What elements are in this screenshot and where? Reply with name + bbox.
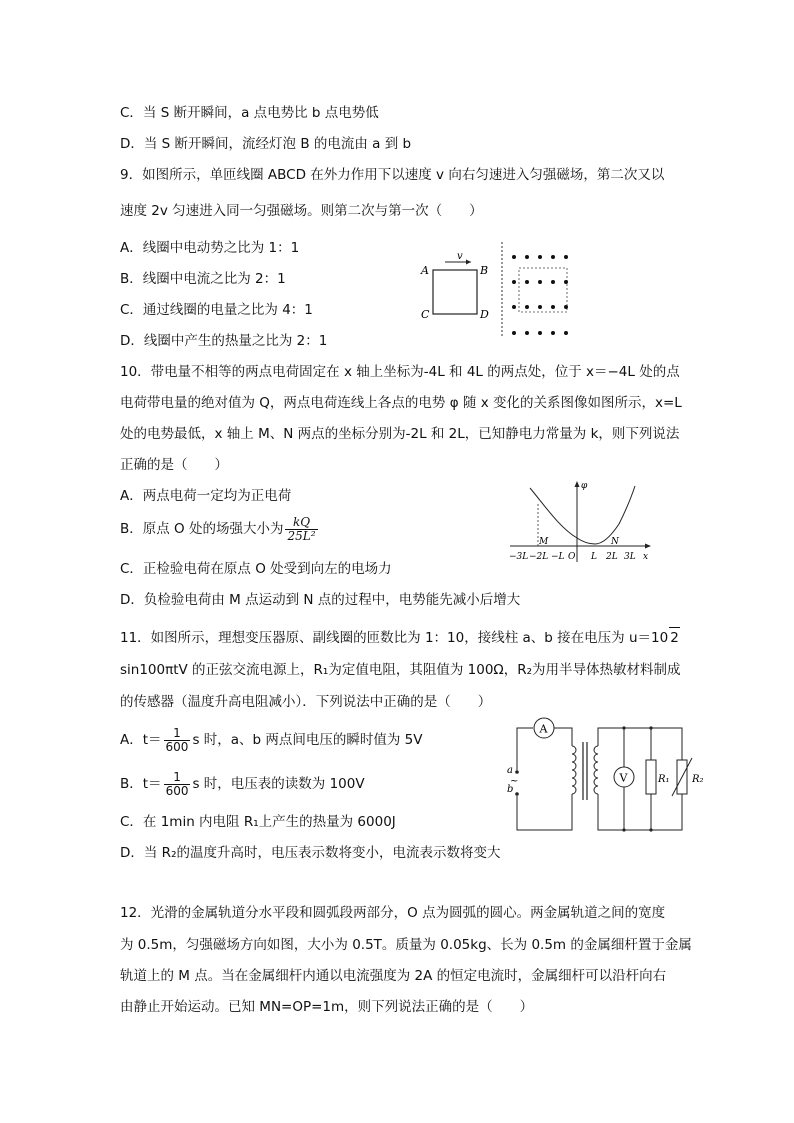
q9-coil-field-figure bbox=[415, 240, 585, 340]
q12-line1: 12．光滑的金属轨道分水平段和圆弧段两部分，O 点为圆弧的圆心。两金属轨道之间的宽度 bbox=[120, 905, 666, 921]
label-r1: R₁ bbox=[658, 774, 670, 785]
q9-option-b: B．线圈中电流之比为 2：1 bbox=[120, 271, 286, 287]
secondary-coil bbox=[594, 746, 598, 794]
label-M: M bbox=[539, 537, 549, 547]
q11-option-b-text: s 时，电压表的读数为 100V bbox=[192, 776, 365, 792]
q11-stem-line1-text: 11．如图所示，理想变压器原、副线圈的匝数比为 1：10，接线柱 a、b 接在电压为 u＝10 bbox=[120, 630, 669, 646]
q11-transformer-circuit bbox=[500, 712, 720, 836]
q10-stem-line3: 处的电势最低，x 轴上 M、N 两点的坐标分别为-2L 和 2L，已知静电力常量为 k，则下列说法 bbox=[120, 426, 680, 442]
q8-option-c: C．当 S 断开瞬间，a 点电势比 b 点电势低 bbox=[120, 105, 379, 121]
q12-line2: 为 0.5m，匀强磁场方向如图，大小为 0.5T。质量为 0.05kg、长为 0.5m 的金属细杆置于金属 bbox=[120, 937, 692, 953]
ac-symbol: ~ bbox=[510, 776, 519, 787]
tick-3L: 3L bbox=[624, 552, 636, 562]
label-N: N bbox=[611, 537, 619, 547]
q9-stem-line2: 速度 2v 匀速进入同一匀强磁场。则第二次与第一次（ ） bbox=[120, 203, 483, 219]
label-B: B bbox=[480, 264, 489, 277]
tick-neg3L: −3L bbox=[509, 552, 529, 562]
q10-option-a: A．两点电荷一定均为正电荷 bbox=[120, 488, 292, 504]
q11-option-a-label: A．t＝ bbox=[120, 732, 162, 748]
label-A: A bbox=[421, 264, 429, 277]
q11-stem-line3: 的传感器（温度升高电阻减小）．下列说法中正确的是（ ） bbox=[120, 694, 492, 710]
voltmeter-label: V bbox=[619, 771, 628, 785]
terminal-b: b bbox=[507, 784, 514, 795]
tick-negL: −L bbox=[551, 552, 565, 562]
q11-option-b-label: B．t＝ bbox=[120, 776, 162, 792]
q10-potential-graph bbox=[505, 478, 655, 564]
q11-option-b bbox=[120, 766, 365, 802]
magnetic-field-dots bbox=[512, 255, 568, 335]
q8-option-d: D．当 S 断开瞬间，流经灯泡 B 的电流由 a 到 b bbox=[120, 136, 412, 152]
q9-option-d: D．线圈中产生的热量之比为 2：1 bbox=[120, 333, 328, 349]
q9-stem-line1: 9．如图所示，单匝线圈 ABCD 在外力作用下以速度 v 向右匀速进入匀强磁场，第二次又以 bbox=[120, 167, 665, 183]
tick-2L: 2L bbox=[606, 552, 618, 562]
q10-option-b-text: B．原点 O 处的场强大小为 bbox=[120, 521, 284, 537]
q11-sqrt: 2 bbox=[669, 627, 680, 648]
label-r2: R₂ bbox=[692, 774, 704, 785]
q11-stem-line1 bbox=[120, 627, 680, 648]
q12-line3: 轨道上的 M 点。当在金属细杆内通以电流强度为 2A 的恒定电流时，金属细杆可以沿杆向右 bbox=[120, 968, 667, 984]
label-D: D bbox=[480, 308, 489, 321]
label-phi: φ bbox=[581, 481, 588, 491]
q10-stem-line4: 正确的是（ ） bbox=[120, 457, 228, 473]
q10-stem-line1: 10．带电量不相等的两点电荷固定在 x 轴上坐标为-4L 和 4L 的两点处，位于 x＝−4L 处的点 bbox=[120, 364, 680, 380]
tick-O: O bbox=[568, 552, 576, 562]
q10-stem-line2: 电荷带电量的绝对值为 Q，两点电荷连线上各点的电势 φ 随 x 变化的关系图像如图所示，x=L bbox=[120, 395, 682, 411]
q11-stem-line2: sin100πtV 的正弦交流电源上，R₁为定值电阻，其阻值为 100Ω，R₂为用半导体热敏材料制成 bbox=[120, 662, 681, 678]
q10-option-b-fraction: $\frac{kQ}{\text{25L²}}$ bbox=[287, 514, 316, 543]
q10-option-d: D．负检验电荷由 M 点运动到 N 点的过程中，电势能先减小后增大 bbox=[120, 592, 521, 608]
q9-option-a: A．线圈中电动势之比为 1：1 bbox=[120, 240, 300, 256]
q10-option-b bbox=[120, 514, 320, 544]
primary-coil bbox=[572, 746, 576, 794]
label-v: v bbox=[457, 251, 463, 262]
coil-square bbox=[433, 270, 477, 314]
q10-option-c: C．正检验电荷在原点 O 处受到向左的电场力 bbox=[120, 561, 392, 577]
q11-option-a-text: s 时，a、b 两点间电压的瞬时值为 5V bbox=[192, 732, 423, 748]
tick-L: L bbox=[591, 552, 597, 562]
q11-option-d: D．当 R₂的温度升高时，电压表示数将变小，电流表示数将变大 bbox=[120, 845, 501, 861]
q9-option-c: C．通过线圈的电量之比为 4：1 bbox=[120, 302, 313, 318]
q11-option-b-fraction: $\frac{1}{600}$ bbox=[165, 769, 189, 798]
ammeter-label: A bbox=[539, 722, 548, 736]
terminal-a: a bbox=[507, 765, 513, 776]
label-C: C bbox=[421, 308, 430, 321]
tick-neg2L: −2L bbox=[529, 552, 549, 562]
label-x: x bbox=[643, 552, 649, 562]
potential-curve bbox=[530, 486, 635, 544]
q12-line4: 由静止开始运动。已知 MN=OP=1m，则下列说法正确的是（ ） bbox=[120, 999, 534, 1015]
resistor-r1 bbox=[646, 760, 656, 794]
q11-option-a-fraction: $\frac{1}{600}$ bbox=[165, 725, 189, 754]
q11-option-c: C．在 1min 内电阻 R₁上产生的热量为 6000J bbox=[120, 814, 396, 830]
q11-option-a bbox=[120, 722, 423, 758]
